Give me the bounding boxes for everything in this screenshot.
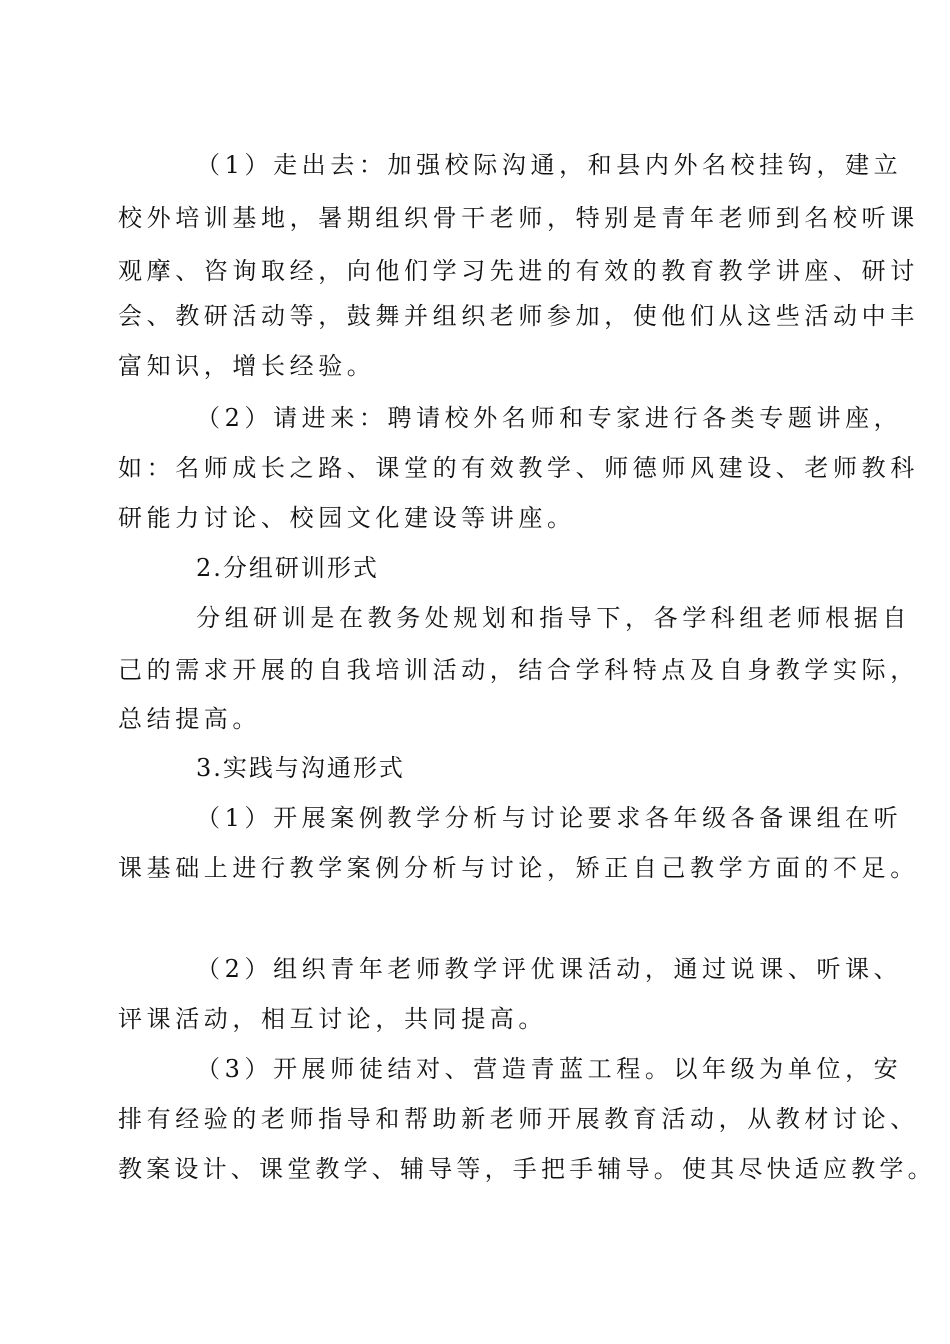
paragraph-line: 研能力讨论、校园文化建设等讲座。 (118, 504, 576, 532)
paragraph-line: 教案设计、课堂教学、辅导等，手把手辅导。使其尽快适应教学。 (118, 1155, 936, 1183)
section-heading: 2.分组研训形式 (196, 554, 379, 582)
paragraph-line: 总结提高。 (118, 705, 261, 733)
paragraph-line: 分组研训是在教务处规划和指导下，各学科组老师根据自 (196, 604, 911, 632)
paragraph-line: 富知识，增长经验。 (118, 352, 376, 380)
paragraph-line: （3）开展师徒结对、营造青蓝工程。以年级为单位，安 (196, 1055, 903, 1083)
paragraph-line: 校外培训基地，暑期组织骨干老师，特别是青年老师到名校听课 (118, 204, 919, 232)
paragraph-line: （2）组织青年老师教学评优课活动，通过说课、听课、 (196, 955, 903, 983)
paragraph-line: （1）开展案例教学分析与讨论要求各年级各备课组在听 (196, 804, 903, 832)
paragraph-line: （1）走出去：加强校际沟通，和县内外名校挂钩，建立 (196, 151, 903, 179)
paragraph-line: （2）请进来：聘请校外名师和专家进行各类专题讲座， (196, 404, 903, 432)
paragraph-line: 己的需求开展的自我培训活动，结合学科特点及自身教学实际， (118, 656, 919, 684)
paragraph-line: 会、教研活动等，鼓舞并组织老师参加，使他们从这些活动中丰 (118, 302, 919, 330)
paragraph-line: 排有经验的老师指导和帮助新老师开展教育活动，从教材讨论、 (118, 1105, 919, 1133)
paragraph-line: 课基础上进行教学案例分析与讨论，矫正自己教学方面的不足。 (118, 854, 919, 882)
paragraph-line: 评课活动，相互讨论，共同提高。 (118, 1005, 547, 1033)
paragraph-line: 观摩、咨询取经，向他们学习先进的有效的教育教学讲座、研讨 (118, 257, 919, 285)
paragraph-line: 如：名师成长之路、课堂的有效教学、师德师风建设、老师教科 (118, 454, 919, 482)
section-heading: 3.实践与沟通形式 (196, 754, 405, 782)
